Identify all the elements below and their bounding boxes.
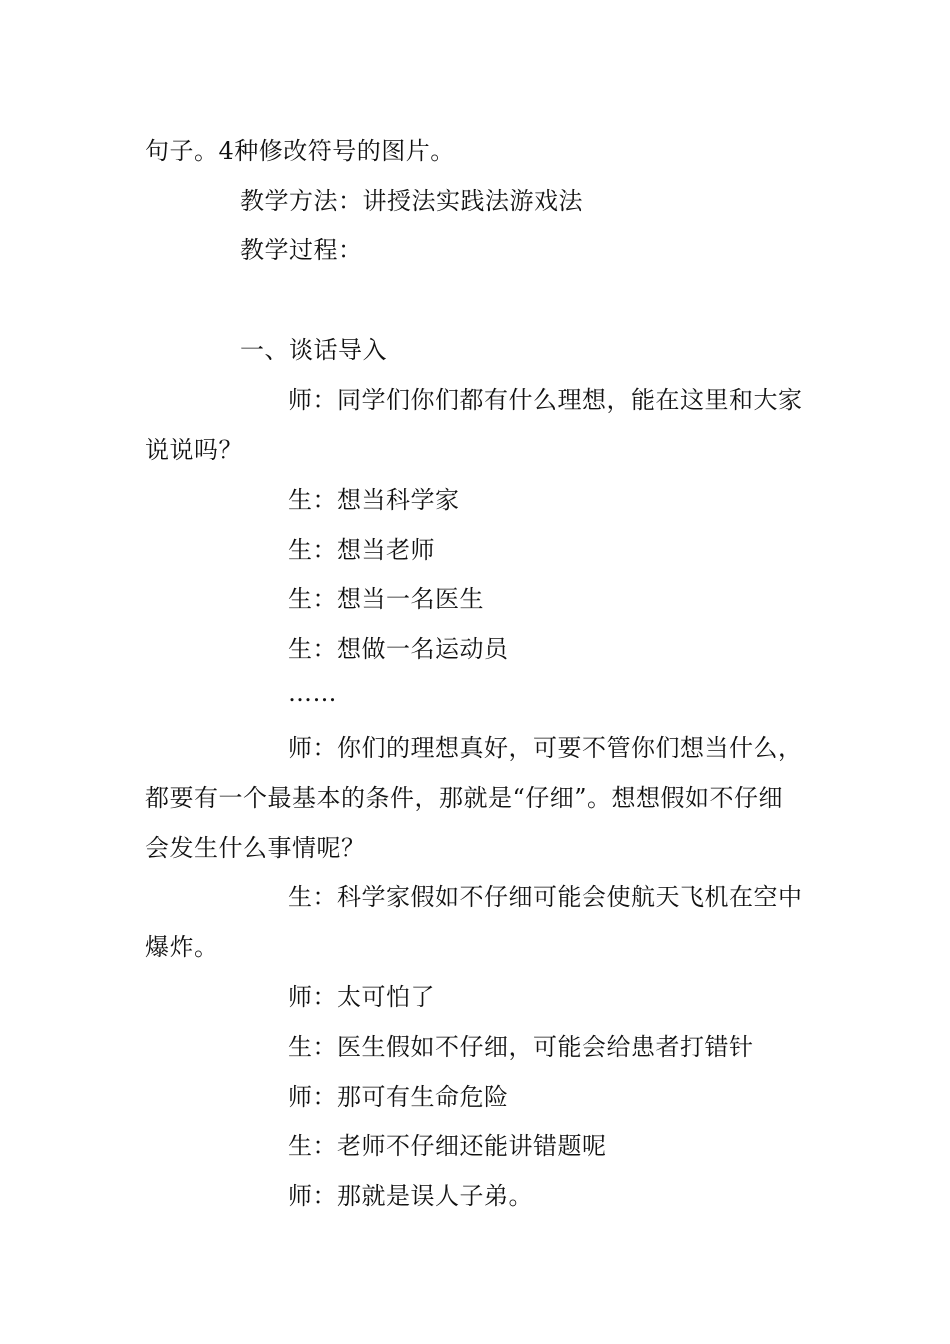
teaching-process-heading: 教学过程：	[240, 236, 363, 264]
dialogue-continuation: 说说吗？	[145, 436, 243, 464]
dialogue-continuation: 都要有一个最基本的条件，那就是“仔细”。想想假如不仔细	[145, 784, 784, 812]
teaching-method-line: 教学方法：讲授法实践法游戏法	[240, 187, 583, 215]
dialogue-line: 生：老师不仔细还能讲错题呢	[288, 1132, 607, 1160]
dialogue-line: 师：太可怕了	[288, 983, 435, 1011]
dialogue-line: 师：那可有生命危险	[288, 1083, 509, 1111]
dialogue-continuation: 爆炸。	[145, 933, 219, 961]
dialogue-line: 生：想当老师	[288, 536, 435, 564]
dialogue-line: 生：科学家假如不仔细可能会使航天飞机在空中	[288, 883, 803, 911]
ellipsis-line: ……	[288, 679, 337, 707]
dialogue-line: 师：你们的理想真好，可要不管你们想当什么，	[288, 734, 803, 762]
dialogue-line: 生：医生假如不仔细，可能会给患者打错针	[288, 1033, 754, 1061]
dialogue-continuation: 会发生什么事情呢？	[145, 834, 366, 862]
dialogue-line: 师：同学们你们都有什么理想，能在这里和大家	[288, 386, 803, 414]
dialogue-line: 生：想当一名医生	[288, 585, 484, 613]
section-heading: 一、谈话导入	[240, 336, 387, 364]
dialogue-line: 生：想做一名运动员	[288, 635, 509, 663]
dialogue-line: 生：想当科学家	[288, 486, 460, 514]
text-line: 句子。4种修改符号的图片。	[145, 137, 455, 165]
dialogue-line: 师：那就是误人子弟。	[288, 1182, 533, 1210]
